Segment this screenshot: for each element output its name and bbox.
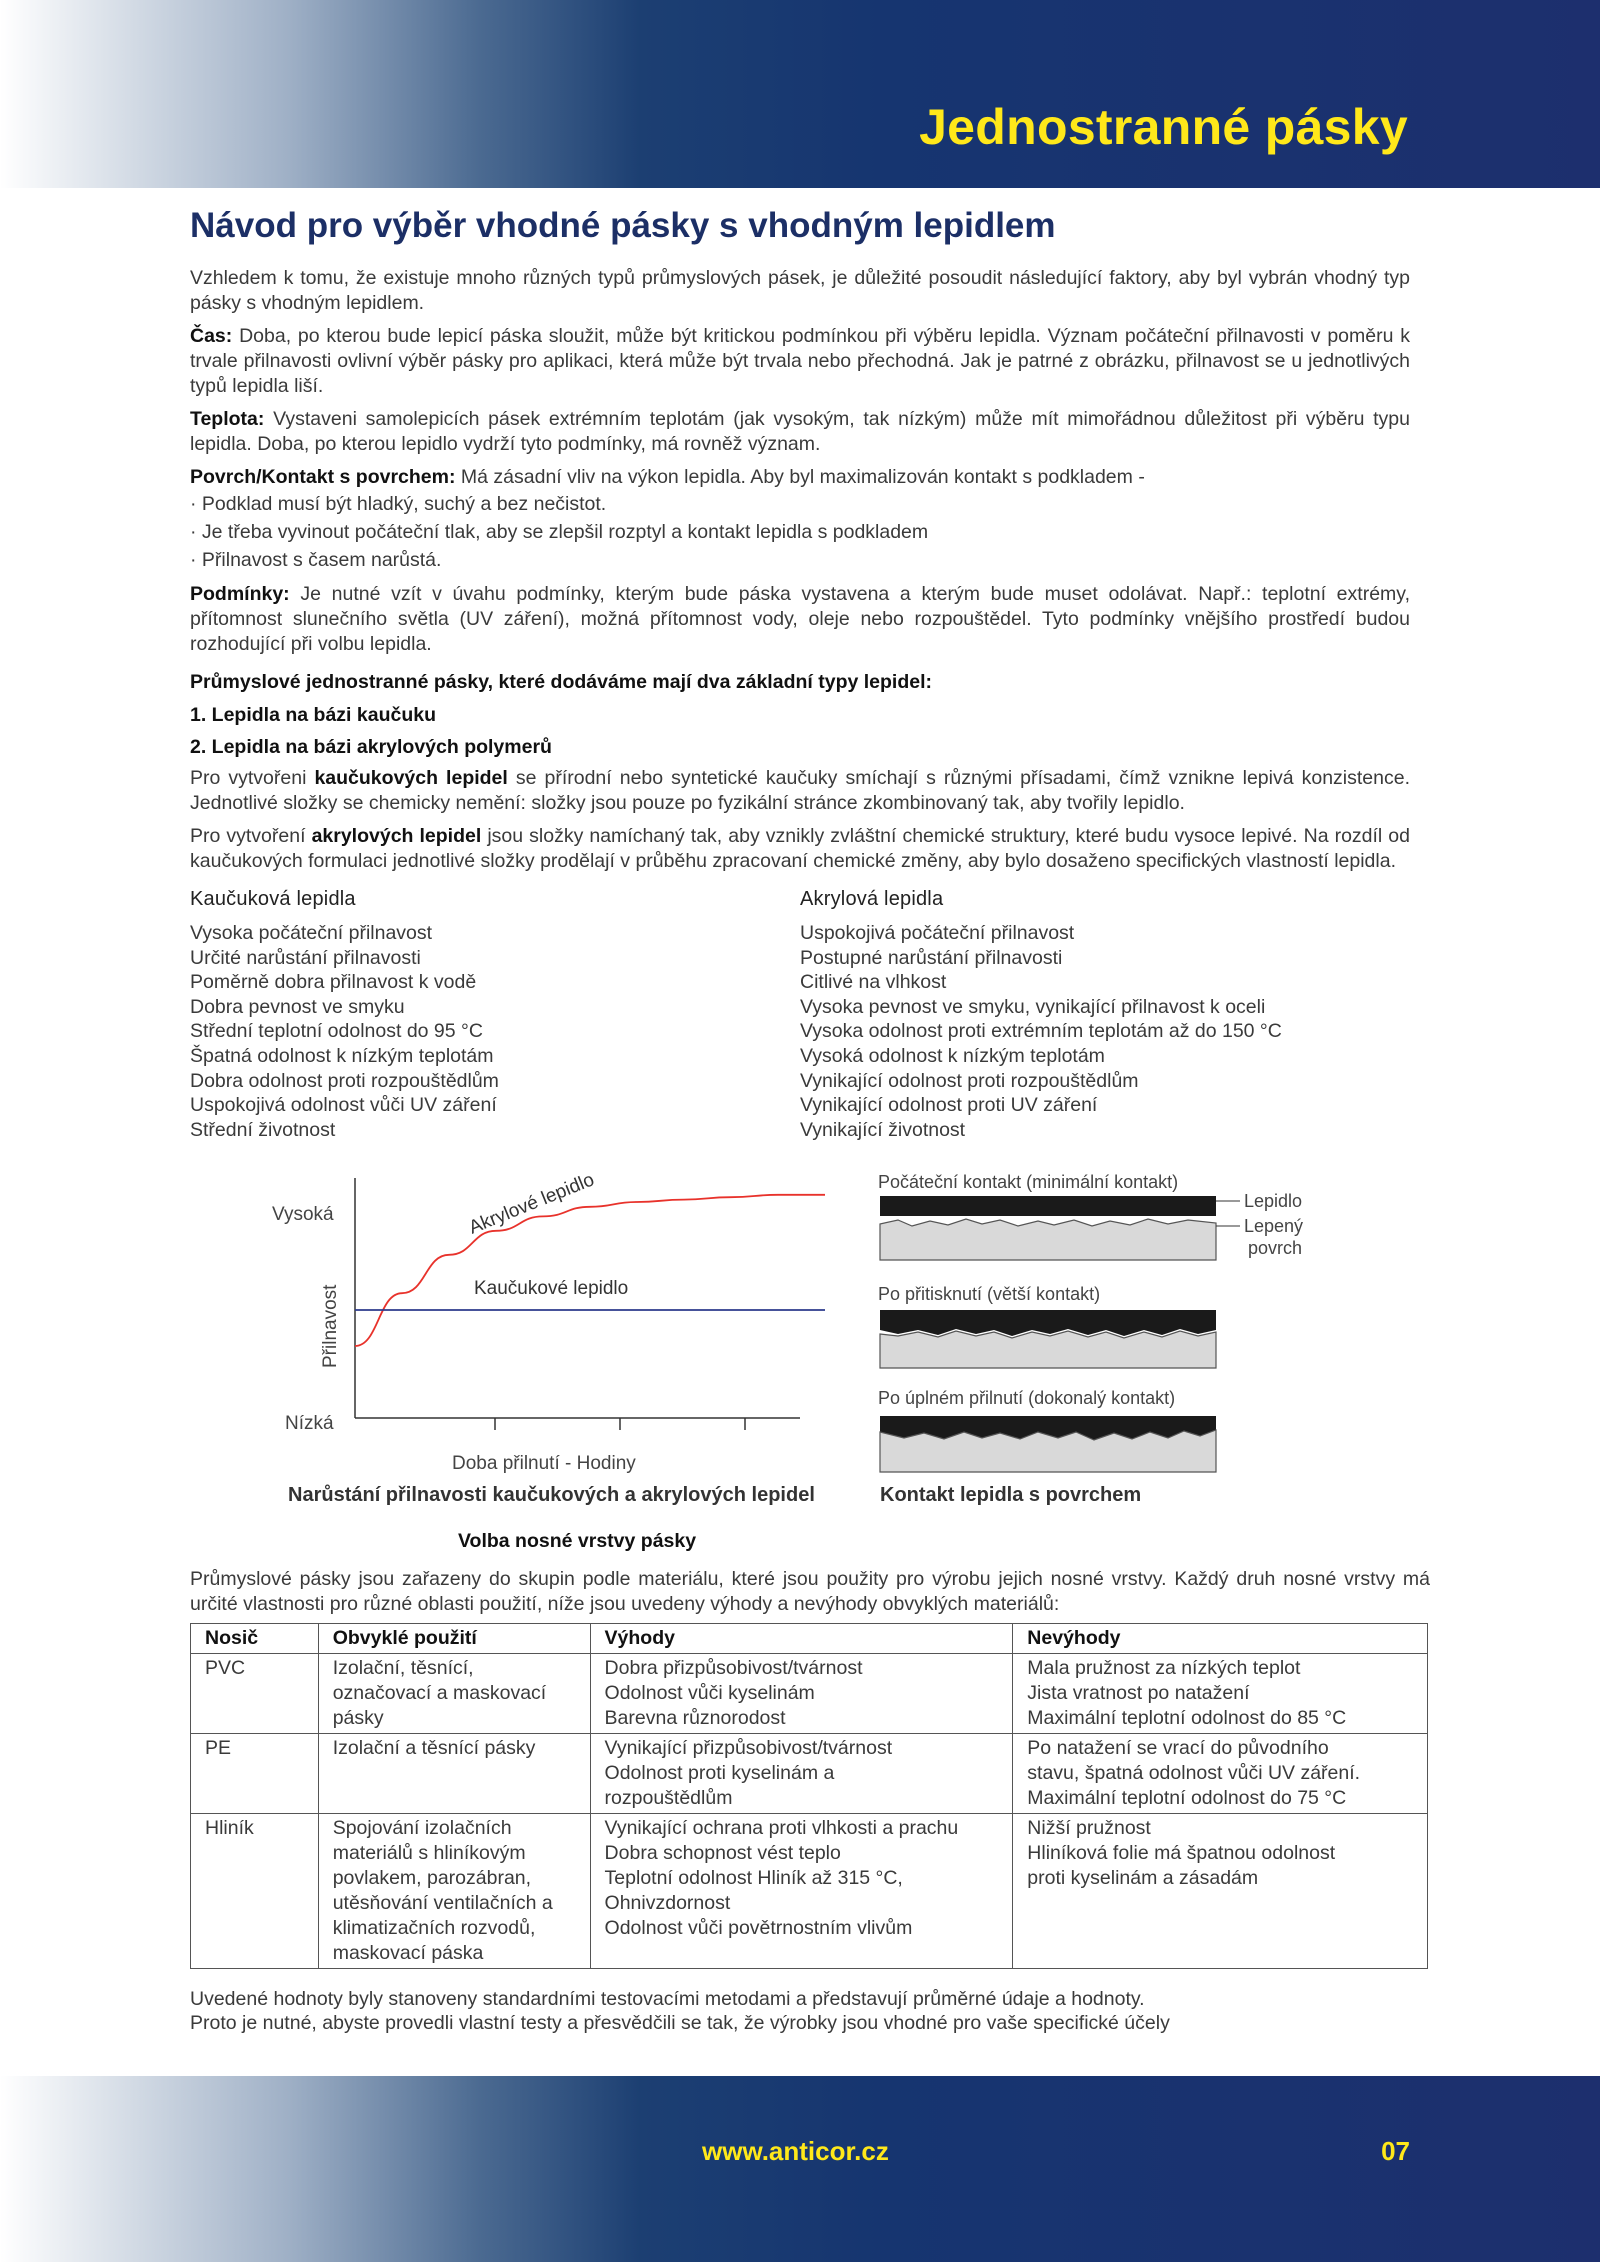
- column-header: Obvyklé použití: [318, 1624, 590, 1654]
- x-axis-title: Doba přilnutí - Hodiny: [452, 1453, 636, 1474]
- acrylic-property-list: [800, 921, 1410, 1142]
- column-header: Nosič: [191, 1624, 319, 1654]
- cons-cell: [1013, 1654, 1428, 1734]
- contact-diagram: [878, 1168, 1478, 1498]
- acrylic-property-item: Vynikající životnost: [800, 1118, 966, 1141]
- intro-paragraph: Vzhledem k tomu, že existuje mnoho různých typů průmyslových pásek, je důležité posoudit následující faktory, aby byl vybrán vhodný typ pásky s vhodným lepidlem.: [190, 267, 1410, 314]
- table-body: [191, 1654, 1428, 1969]
- surface-layer: [880, 1331, 1216, 1368]
- acrylic-bold: akrylových lepidel: [311, 825, 482, 847]
- contact-caption: Kontakt lepidla s povrchem: [880, 1484, 1142, 1506]
- acrylic-column: [800, 888, 1410, 1142]
- table-row: [191, 1734, 1428, 1814]
- acrylic-pre: Pro vytvoření: [190, 825, 312, 847]
- cons-line: Po natažení se vrací do původního: [1027, 1737, 1329, 1759]
- use-line: maskovací páska: [332, 1942, 484, 1964]
- cons-line: Maximální teplotní odolnost do 75 °C: [1027, 1787, 1347, 1809]
- bullet-item: · Je třeba vyvinout počáteční tlak, aby se zlepšil rozptyl a kontakt lepidla s podkladem: [190, 518, 1410, 546]
- rubber-series-label: Kaučukové lepidlo: [474, 1278, 629, 1299]
- use-line: klimatizačních rozvodů,: [332, 1917, 536, 1939]
- acrylic-paragraph: [190, 824, 1410, 874]
- contact-panel-2-label: Po přitisknutí (větší kontakt): [878, 1284, 1101, 1304]
- rubber-property-item: Střední životnost: [190, 1118, 336, 1141]
- y-high-label: Vysoká: [272, 1204, 334, 1225]
- surface-text: Má zásadní vliv na výkon lepidla. Aby byl maximalizován kontakt s podkladem -: [455, 466, 1145, 488]
- use-line: materiálů s hliníkovým: [332, 1842, 526, 1864]
- cons-line: Maximální teplotní odolnost do 85 °C: [1027, 1707, 1347, 1729]
- rubber-property-list: [190, 921, 800, 1142]
- disclaimer: [190, 1987, 1430, 2035]
- conditions-text: Je nutné vzít v úvahu podmínky, kterým bude páska vystavena a kterým bude muset odolávat. Např.: teplotní extrémy, přítomnost slunečního světla (UV záření), možná přítomnost vody, oleje nebo rozpouštědel. Tyto podmínky vnějšího prostředí budou rozhodující při volbu lepidla.: [190, 583, 1410, 655]
- temperature-text: Vystaveni samolepicích pásek extrémním teplotám (jak vysokým, tak nízkým) může mít mimořádnou důležitost při výběru typu lepidla. Doba, po kterou lepidlo vydrží tyto podmínky, má rovněž význam.: [190, 408, 1410, 455]
- adhesive-types-heading: Průmyslové jednostranné pásky, které dodáváme mají dva základní typy lepidel:: [190, 671, 932, 693]
- rubber-property-item: Špatná odolnost k nízkým teplotám: [190, 1044, 494, 1067]
- use-line: povlakem, parozábran,: [332, 1867, 532, 1889]
- pros-cell: [590, 1814, 1013, 1969]
- adhesive-layer: [880, 1196, 1216, 1216]
- acrylic-adhesion-line: [355, 1195, 825, 1346]
- footer-band: [0, 2076, 1600, 2262]
- table-header-row: [191, 1624, 1428, 1654]
- rubber-property-item: Dobra pevnost ve smyku: [190, 995, 405, 1018]
- rubber-property-item: Střední teplotní odolnost do 95 °C: [190, 1020, 483, 1043]
- acrylic-property-item: Vysoká odolnost k nízkým teplotám: [800, 1044, 1105, 1067]
- use-cell: [318, 1734, 590, 1814]
- rubber-column-title: Kaučuková lepidla: [190, 888, 356, 910]
- carrier-intro: Průmyslové pásky jsou zařazeny do skupin podle materiálu, které jsou použity pro výrobu jejich nosné vrstvy. Každý druh nosné vrstvy má určité vlastnosti pro různé oblasti použití, níže jsou uvedeny výhody a nevýhody obvyklých materiálů:: [190, 1568, 1430, 1615]
- contact-panel-1-label: Počáteční kontakt (minimální kontakt): [878, 1172, 1179, 1192]
- figures-area: [190, 1168, 1430, 1528]
- cons-line: Jista vratnost po natažení: [1027, 1682, 1250, 1704]
- pros-line: Dobra schopnost vést teplo: [604, 1842, 841, 1864]
- rubber-paragraph: [190, 766, 1410, 816]
- pros-line: Barevna různorodost: [604, 1707, 786, 1729]
- use-cell: [318, 1814, 590, 1969]
- cons-line: Nižší pružnost: [1027, 1817, 1151, 1839]
- series-layer: [355, 1195, 825, 1346]
- rubber-column: [190, 888, 800, 1142]
- acrylic-property-item: Vynikající odolnost proti rozpouštědlům: [800, 1069, 1139, 1092]
- time-paragraph: [190, 324, 1410, 399]
- temperature-paragraph: [190, 407, 1410, 457]
- page-header-title: Jednostranné pásky: [919, 99, 1408, 155]
- use-line: pásky: [332, 1707, 384, 1729]
- footer-website-link[interactable]: www.anticor.cz: [702, 2136, 889, 2166]
- adhesive-layer: [880, 1310, 1216, 1336]
- acrylic-post: jsou složky namíchaný tak, aby vznikly zvláštní chemické struktury, které budu vysoce lepivé. Na rozdíl od kaučukových formulaci jednotlivé složky prodělají v průběhu zpracovaní chemické změny, aby bylo dosaženo specifických vlastností lepidla.: [190, 825, 1410, 872]
- acrylic-column-title: Akrylová lepidla: [800, 888, 944, 910]
- time-label: Čas:: [190, 325, 233, 347]
- carrier-table: [190, 1623, 1428, 1969]
- pros-cell: [590, 1654, 1013, 1734]
- surface-label: Povrch/Kontakt s povrchem:: [190, 466, 456, 488]
- acrylic-property-item: Postupné narůstání přilnavosti: [800, 946, 1063, 969]
- carrier-heading: Volba nosné vrstvy pásky: [458, 1530, 697, 1552]
- cons-line: stavu, špatná odolnost vůči UV záření.: [1027, 1762, 1361, 1784]
- adhesive-comparison: [190, 888, 1410, 1142]
- use-line: Spojování izolačních: [332, 1817, 512, 1839]
- carrier-cell: PVC: [191, 1654, 319, 1734]
- acrylic-series-label: Akrylové lepidlo: [466, 1169, 598, 1239]
- conditions-paragraph: [190, 582, 1410, 657]
- use-line: označovací a maskovací: [332, 1682, 547, 1704]
- cons-cell: [1013, 1814, 1428, 1969]
- rubber-post: se přírodní nebo syntetické kaučuky smíchají s různými přísadami, čímž vznikne lepivá konzistence. Jednotlivé složky se chemicky nemění: složky jsou pouze po fyzikální stránce zkombinovaný tak, aby tvořily lepidlo.: [190, 767, 1410, 814]
- pros-cell: [590, 1734, 1013, 1814]
- carrier-cell: Hliník: [191, 1814, 319, 1969]
- rubber-property-item: Uspokojivá odolnost vůči UV záření: [190, 1094, 497, 1117]
- use-line: Izolační a těsnící pásky: [332, 1737, 536, 1759]
- y-low-label: Nízká: [285, 1413, 334, 1434]
- main-content: [190, 206, 1410, 1142]
- chart-caption: Narůstání přilnavosti kaučukových a akrylových lepidel: [288, 1484, 815, 1506]
- acrylic-property-item: Uspokojivá počáteční přilnavost: [800, 922, 1075, 944]
- adhesive-type-2: 2. Lepidla na bázi akrylových polymerů: [190, 736, 552, 758]
- pros-line: Teplotní odolnost Hliník až 315 °C,: [604, 1867, 903, 1889]
- adhesion-chart: [190, 1168, 830, 1488]
- bullet-item: · Podklad musí být hladký, suchý a bez nečistot.: [190, 490, 1410, 518]
- surface-label-1: Lepený: [1244, 1216, 1304, 1236]
- adhesive-type-1: 1. Lepidla na bázi kaučuku: [190, 704, 436, 726]
- acrylic-property-item: Vysoka odolnost proti extrémním teplotám až do 150 °C: [800, 1020, 1282, 1043]
- bullet-item: · Přilnavost s časem narůstá.: [190, 546, 1410, 574]
- table-row: [191, 1654, 1428, 1734]
- acrylic-property-item: Vynikající odolnost proti UV záření: [800, 1094, 1098, 1117]
- cons-line: Hliníková folie má špatnou odolnost: [1027, 1842, 1336, 1864]
- surface-bullets: [190, 490, 1410, 574]
- adhesive-label: Lepidlo: [1244, 1191, 1303, 1211]
- surface-paragraph: [190, 465, 1410, 490]
- page-title: Návod pro výběr vhodné pásky s vhodným lepidlem: [190, 206, 1056, 245]
- disclaimer-line-2: Proto je nutné, abyste provedli vlastní testy a přesvědčili se tak, že výrobky jsou vhodné pro vaše specifické účely: [190, 2012, 1170, 2034]
- pros-line: Odolnost proti kyselinám a: [604, 1762, 835, 1784]
- pros-line: Vynikající přizpůsobivost/tvárnost: [604, 1737, 893, 1759]
- use-line: utěsňování ventilačních a: [332, 1892, 553, 1914]
- rubber-bold: kaučukových lepidel: [314, 767, 508, 789]
- disclaimer-line-1: Uvedené hodnoty byly stanoveny standardními testovacími metodami a představují průměrné údaje a hodnoty.: [190, 1988, 1145, 2010]
- acrylic-property-item: Vysoka pevnost ve smyku, vynikající přilnavost k oceli: [800, 995, 1266, 1018]
- carrier-cell: PE: [191, 1734, 319, 1814]
- column-header: Výhody: [590, 1624, 1013, 1654]
- column-header: Nevýhody: [1013, 1624, 1428, 1654]
- cons-line: proti kyselinám a zásadám: [1027, 1867, 1259, 1889]
- carrier-section: [190, 1530, 1430, 2035]
- surface-label-2: povrch: [1248, 1238, 1303, 1258]
- rubber-property-item: Dobra odolnost proti rozpouštědlům: [190, 1069, 499, 1092]
- pros-line: Vynikající ochrana proti vlhkosti a prachu: [604, 1817, 959, 1839]
- rubber-pre: Pro vytvořeni: [190, 767, 315, 789]
- page-number: 07: [1381, 2136, 1410, 2166]
- table-row: [191, 1814, 1428, 1969]
- cons-cell: [1013, 1734, 1428, 1814]
- conditions-label: Podmínky:: [190, 583, 290, 605]
- rubber-property-item: Vysoka počáteční přilnavost: [190, 922, 433, 944]
- use-cell: [318, 1654, 590, 1734]
- pros-line: rozpouštědlům: [604, 1787, 733, 1809]
- pros-line: Odolnost vůči kyselinám: [604, 1682, 815, 1704]
- y-axis-title: Přilnavost: [320, 1284, 341, 1368]
- cons-line: Mala pružnost za nízkých teplot: [1027, 1657, 1301, 1679]
- pros-line: Dobra přizpůsobivost/tvárnost: [604, 1657, 863, 1679]
- pros-line: Ohnivzdornost: [604, 1892, 731, 1914]
- header-band: [0, 0, 1600, 188]
- surface-layer: [880, 1219, 1216, 1260]
- use-line: Izolační, těsnící,: [332, 1657, 474, 1679]
- rubber-property-item: Určité narůstání přilnavosti: [190, 946, 421, 969]
- time-text: Doba, po kterou bude lepicí páska sloužit, může být kritickou podmínkou při výběru lepidla. Význam počáteční přilnavosti v poměru k trvale přilnavosti ovlivní výběr pásky pro aplikaci, která může být trvala nebo přechodná. Jak je patrné z obrázku, přilnavost se u jednotlivých typů lepidla liší.: [190, 325, 1410, 397]
- temperature-label: Teplota:: [190, 408, 265, 430]
- rubber-property-item: Poměrně dobra přilnavost k vodě: [190, 971, 477, 994]
- acrylic-property-item: Citlivé na vlhkost: [800, 971, 947, 994]
- pros-line: Odolnost vůči povětrnostním vlivům: [604, 1917, 913, 1939]
- contact-panel-3-label: Po úplném přilnutí (dokonalý kontakt): [878, 1388, 1176, 1408]
